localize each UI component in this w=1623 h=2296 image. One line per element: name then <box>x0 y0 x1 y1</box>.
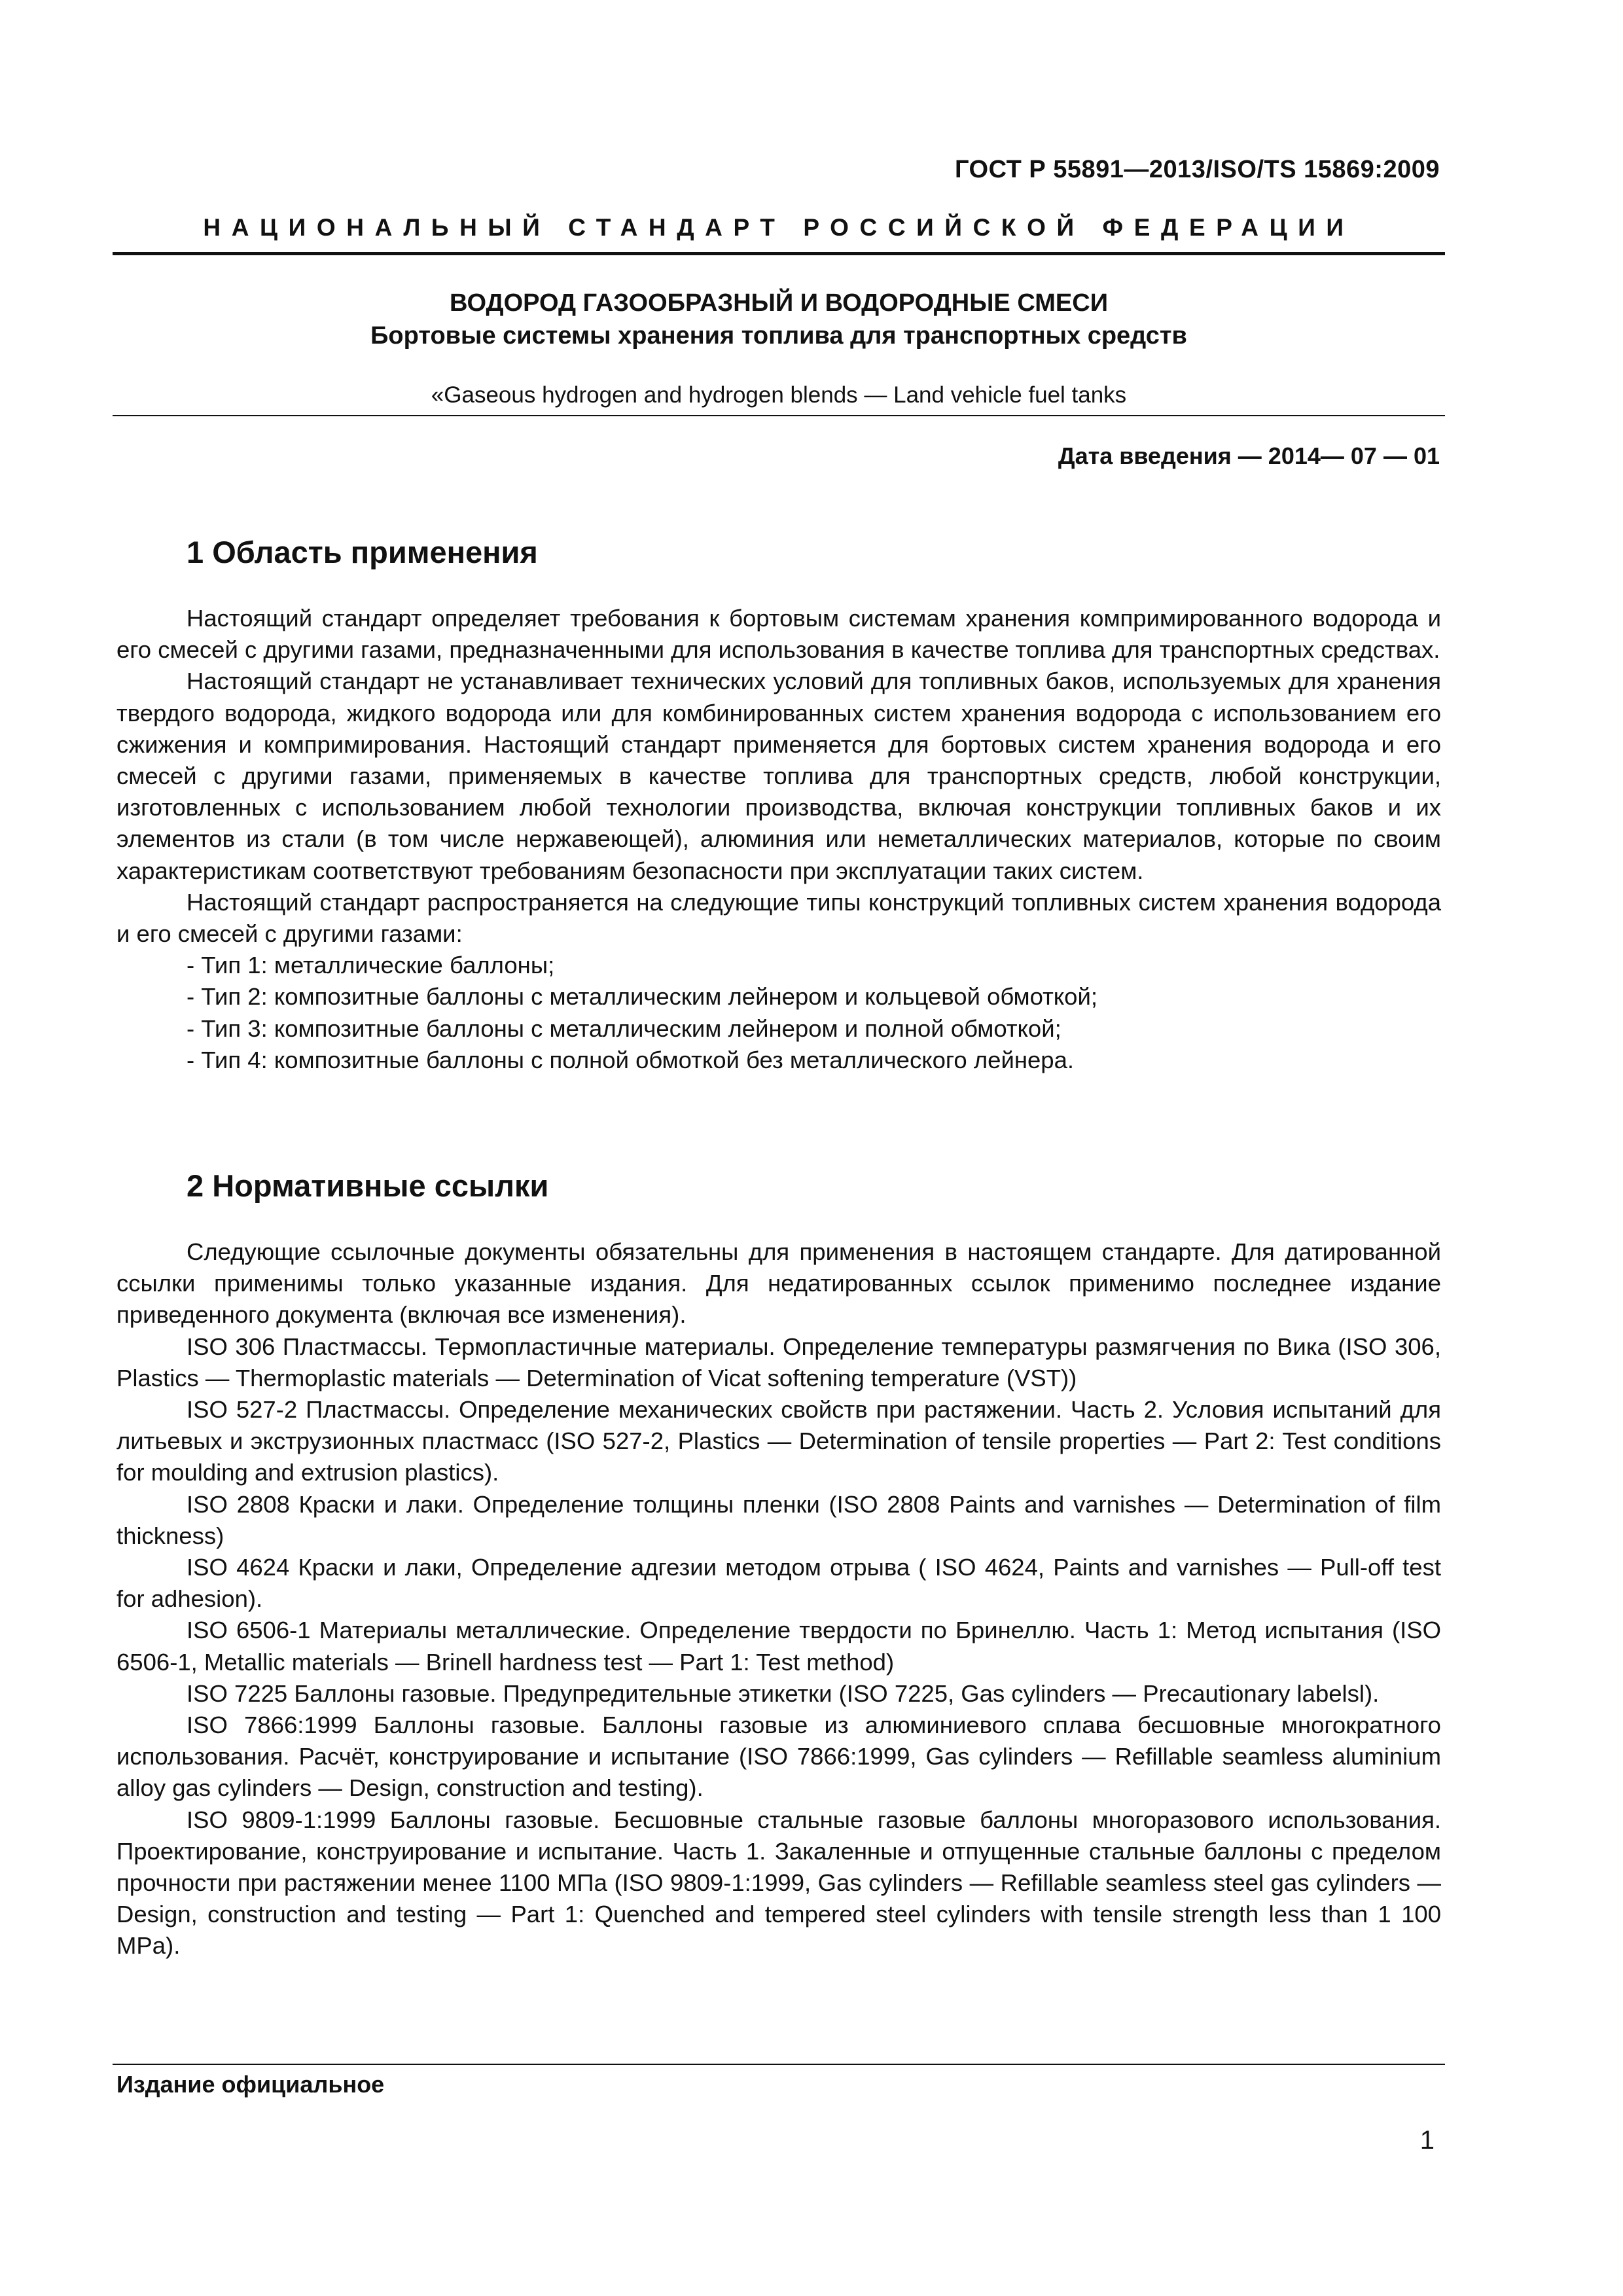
reference-item: ISO 527-2 Пластмассы. Определение механических свойств при растяжении. Часть 2. Условия испытаний для литьевых и экструзионных пластмасс (ISO 527-2, Plastics — Determination of tensile properties — Part 2: Test conditions for moulding and extrusion plastics). <box>116 1396 1441 1486</box>
document-title: ВОДОРОД ГАЗООБРАЗНЫЙ И ВОДОРОДНЫЕ СМЕСИ <box>449 289 1109 317</box>
list-item: - Тип 3: композитные баллоны с металлическим лейнером и полной обмоткой; <box>187 1014 1061 1042</box>
section-heading-references: 2 Нормативные ссылки <box>187 1168 549 1203</box>
reference-item: ISO 6506-1 Материалы металлические. Определение твердости по Бринеллю. Часть 1: Метод испытания (ISO 6506-1, Metallic materials — Brinell hardness test — Part 1: Test method) <box>116 1617 1441 1676</box>
document-subtitle: Бортовые системы хранения топлива для транспортных средств <box>370 322 1187 350</box>
reference-item: ISO 9809-1:1999 Баллоны газовые. Бесшовные стальные газовые баллоны многоразового использования. Проектирование, конструирование и испытание. Часть 1. Закаленные и отпущенные стальные баллоны с пределом прочности при растяжении менее 1100 МПа (ISO 9809-1:1999, Gas cylinders — Refillable seamless steel gas cylinders — Design, construction and testing — Part 1: Quenched and tempered steel cylinders with tensile strength less than 1 100 MPa). <box>116 1806 1441 1960</box>
edition-label: Издание официальное <box>116 2071 385 2098</box>
document-code: ГОСТ Р 55891—2013/ISO/TS 15869:2009 <box>954 156 1440 183</box>
reference-item: ISO 2808 Краски и лаки. Определение толщины пленки (ISO 2808 Paints and varnishes — Determination of film thickness) <box>116 1490 1441 1549</box>
footer-divider <box>113 2064 1445 2065</box>
list-item: - Тип 2: композитные баллоны с металлическим лейнером и кольцевой обмоткой; <box>187 983 1098 1011</box>
reference-item: ISO 306 Пластмассы. Термопластичные материалы. Определение температуры размягчения по Вика (ISO 306, Plastics — Thermoplastic materials — Determination of Vicat softening temperature (VST)) <box>116 1333 1441 1391</box>
reference-item: ISO 7225 Баллоны газовые. Предупредительные этикетки (ISO 7225, Gas cylinders — Precautionary labelsl). <box>187 1679 1380 1707</box>
title-divider <box>113 415 1445 416</box>
paragraph: Следующие ссылочные документы обязательны для применения в настоящем стандарте. Для датированной ссылки применимы только указанные издания. Для недатированных ссылок применимо последнее издание приведенного документа (включая все изменения). <box>116 1238 1441 1329</box>
paragraph: Настоящий стандарт определяет требования к бортовым системам хранения компримированного водорода и его смесей с другими газами, предназначенными для использования в качестве топлива для транспортных средствах. <box>116 605 1441 664</box>
reference-item: ISO 7866:1999 Баллоны газовые. Баллоны газовые из алюминиевого сплава бесшовные многократного использования. Расчёт, конструирование и испытание (ISO 7866:1999, Gas cylinders — Refillable seamless aluminium alloy gas cylinders — Design, construction and testing). <box>116 1712 1441 1802</box>
section-body-scope <box>116 603 1441 1076</box>
english-title: «Gaseous hydrogen and hydrogen blends — Land vehicle fuel tanks <box>431 382 1127 408</box>
paragraph: Настоящий стандарт распространяется на следующие типы конструкций топливных систем хранения водорода и его смесей с другими газами: <box>116 888 1441 948</box>
introduction-date: Дата введения — 2014— 07 — 01 <box>1058 442 1440 469</box>
list-item: - Тип 1: металлические баллоны; <box>187 952 555 979</box>
section-body-references <box>116 1236 1441 1962</box>
section-heading-scope: 1 Область применения <box>187 535 538 569</box>
list-item: - Тип 4: композитные баллоны с полной обмоткой без металлического лейнера. <box>187 1046 1075 1073</box>
paragraph: Настоящий стандарт не устанавливает технических условий для топливных баков, используемых для хранения твердого водорода, жидкого водорода или для комбинированных систем хранения водорода с использованием его сжижения и компримирования. Настоящий стандарт применяется для бортовых систем хранения водорода и его смесей с другими газами, применяемых в качестве топлива для транспортных средств, любой конструкции, изготовленных с использованием любой технологии производства, включая конструкции топливных баков и их элементов из стали (в том числе нержавеющей), алюминия или неметаллических материалов, которые по своим характеристикам соответствуют требованиям безопасности при эксплуатации таких систем. <box>116 668 1441 884</box>
page-number: 1 <box>1419 2126 1435 2155</box>
standard-banner: НАЦИОНАЛЬНЫЙ СТАНДАРТ РОССИЙСКОЙ ФЕДЕРАЦИИ <box>203 214 1355 241</box>
header-divider <box>113 252 1445 255</box>
reference-item: ISO 4624 Краски и лаки, Определение адгезии методом отрыва ( ISO 4624, Paints and varnishes — Pull-off test for adhesion). <box>116 1554 1441 1613</box>
